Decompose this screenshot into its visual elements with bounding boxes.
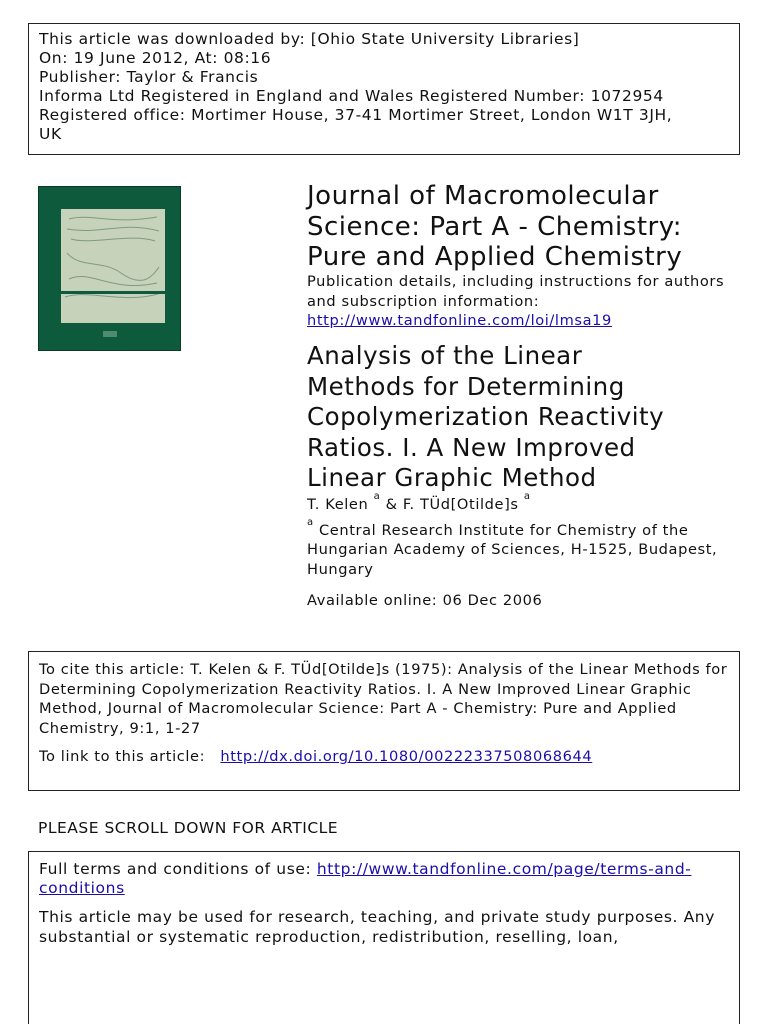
cover-panel bbox=[61, 209, 165, 323]
cover-texture-icon bbox=[61, 209, 165, 323]
terms-box bbox=[28, 851, 740, 1024]
affiliation-mark: a bbox=[307, 517, 314, 528]
publisher: Publisher: Taylor & Francis bbox=[39, 68, 259, 86]
affiliation-text: Central Research Institute for Chemistry of the Hungarian Academy of Sciences, H-1525, Budapest, Hungary bbox=[307, 521, 718, 578]
affiliation-mark: a bbox=[373, 491, 381, 502]
article-title-line: Copolymerization Reactivity bbox=[307, 402, 665, 431]
article-link-label: To link to this article: bbox=[39, 748, 206, 765]
journal-title-line: Science: Part A - Chemistry: bbox=[307, 211, 682, 242]
available-online: Available online: 06 Dec 2006 bbox=[307, 592, 543, 609]
article-title-line: Analysis of the Linear bbox=[307, 341, 583, 370]
terms-link[interactable]: http://www.tandfonline.com/page/terms-and-conditions bbox=[39, 860, 692, 897]
download-date: On: 19 June 2012, At: 08:16 bbox=[39, 49, 272, 67]
publication-details bbox=[307, 272, 747, 331]
affiliation-mark: a bbox=[523, 491, 531, 502]
registered-office: Registered office: Mortimer House, 37-41 Mortimer Street, London W1T 3JH, bbox=[39, 106, 673, 124]
journal-title-line: Journal of Macromolecular bbox=[307, 181, 659, 211]
article-title-line: Ratios. I. A New Improved bbox=[307, 432, 636, 462]
journal-link[interactable]: http://www.tandfonline.com/loi/lmsa19 bbox=[307, 312, 612, 329]
affiliation bbox=[307, 517, 747, 579]
journal-title bbox=[307, 181, 747, 273]
publisher-logo-icon bbox=[103, 331, 117, 337]
registration: Informa Ltd Registered in England and Wales Registered Number: 1072954 bbox=[39, 87, 664, 105]
author-1: T. Kelen bbox=[307, 495, 369, 513]
article-link-row bbox=[39, 748, 739, 765]
publication-details-text: Publication details, including instructions for authors and subscription information: bbox=[307, 273, 725, 310]
scroll-note: PLEASE SCROLL DOWN FOR ARTICLE bbox=[38, 819, 339, 837]
article-title-line: Linear Graphic Method bbox=[307, 463, 597, 492]
author-separator: & bbox=[380, 495, 403, 513]
author-2: F. TÜd[Otilde]s bbox=[402, 495, 519, 513]
usage-text: This article may be used for research, teaching, and private study purposes. Any substantial or systematic reproduction, redistribution, reselling, loan, bbox=[39, 908, 716, 946]
doi-link[interactable]: http://dx.doi.org/10.1080/00222337508068644 bbox=[220, 748, 593, 765]
journal-cover-image bbox=[38, 186, 181, 351]
article-title-line: Methods for Determining bbox=[307, 371, 625, 401]
article-title bbox=[307, 341, 747, 494]
terms-row bbox=[39, 860, 729, 898]
download-line: This article was downloaded by: [Ohio State University Libraries] bbox=[39, 30, 580, 48]
authors bbox=[307, 491, 531, 513]
citation-text: To cite this article: T. Kelen & F. TÜd[Otilde]s (1975): Analysis of the Linear Methods for Determining Copolymerization Reactivity Ratios. I. A New Improved Linear Graphic Method, Journal of Macromolecular Science: Part A - Chemistry: Pure and Applied Chemistry, 9:1, 1-27 bbox=[39, 661, 728, 737]
citation-box bbox=[28, 651, 740, 791]
journal-title-line: Pure and Applied Chemistry bbox=[307, 242, 683, 272]
download-info-box bbox=[28, 23, 740, 155]
registered-office-cont: UK bbox=[39, 125, 62, 143]
cover-rule bbox=[61, 291, 165, 294]
terms-label: Full terms and conditions of use: bbox=[39, 860, 312, 878]
